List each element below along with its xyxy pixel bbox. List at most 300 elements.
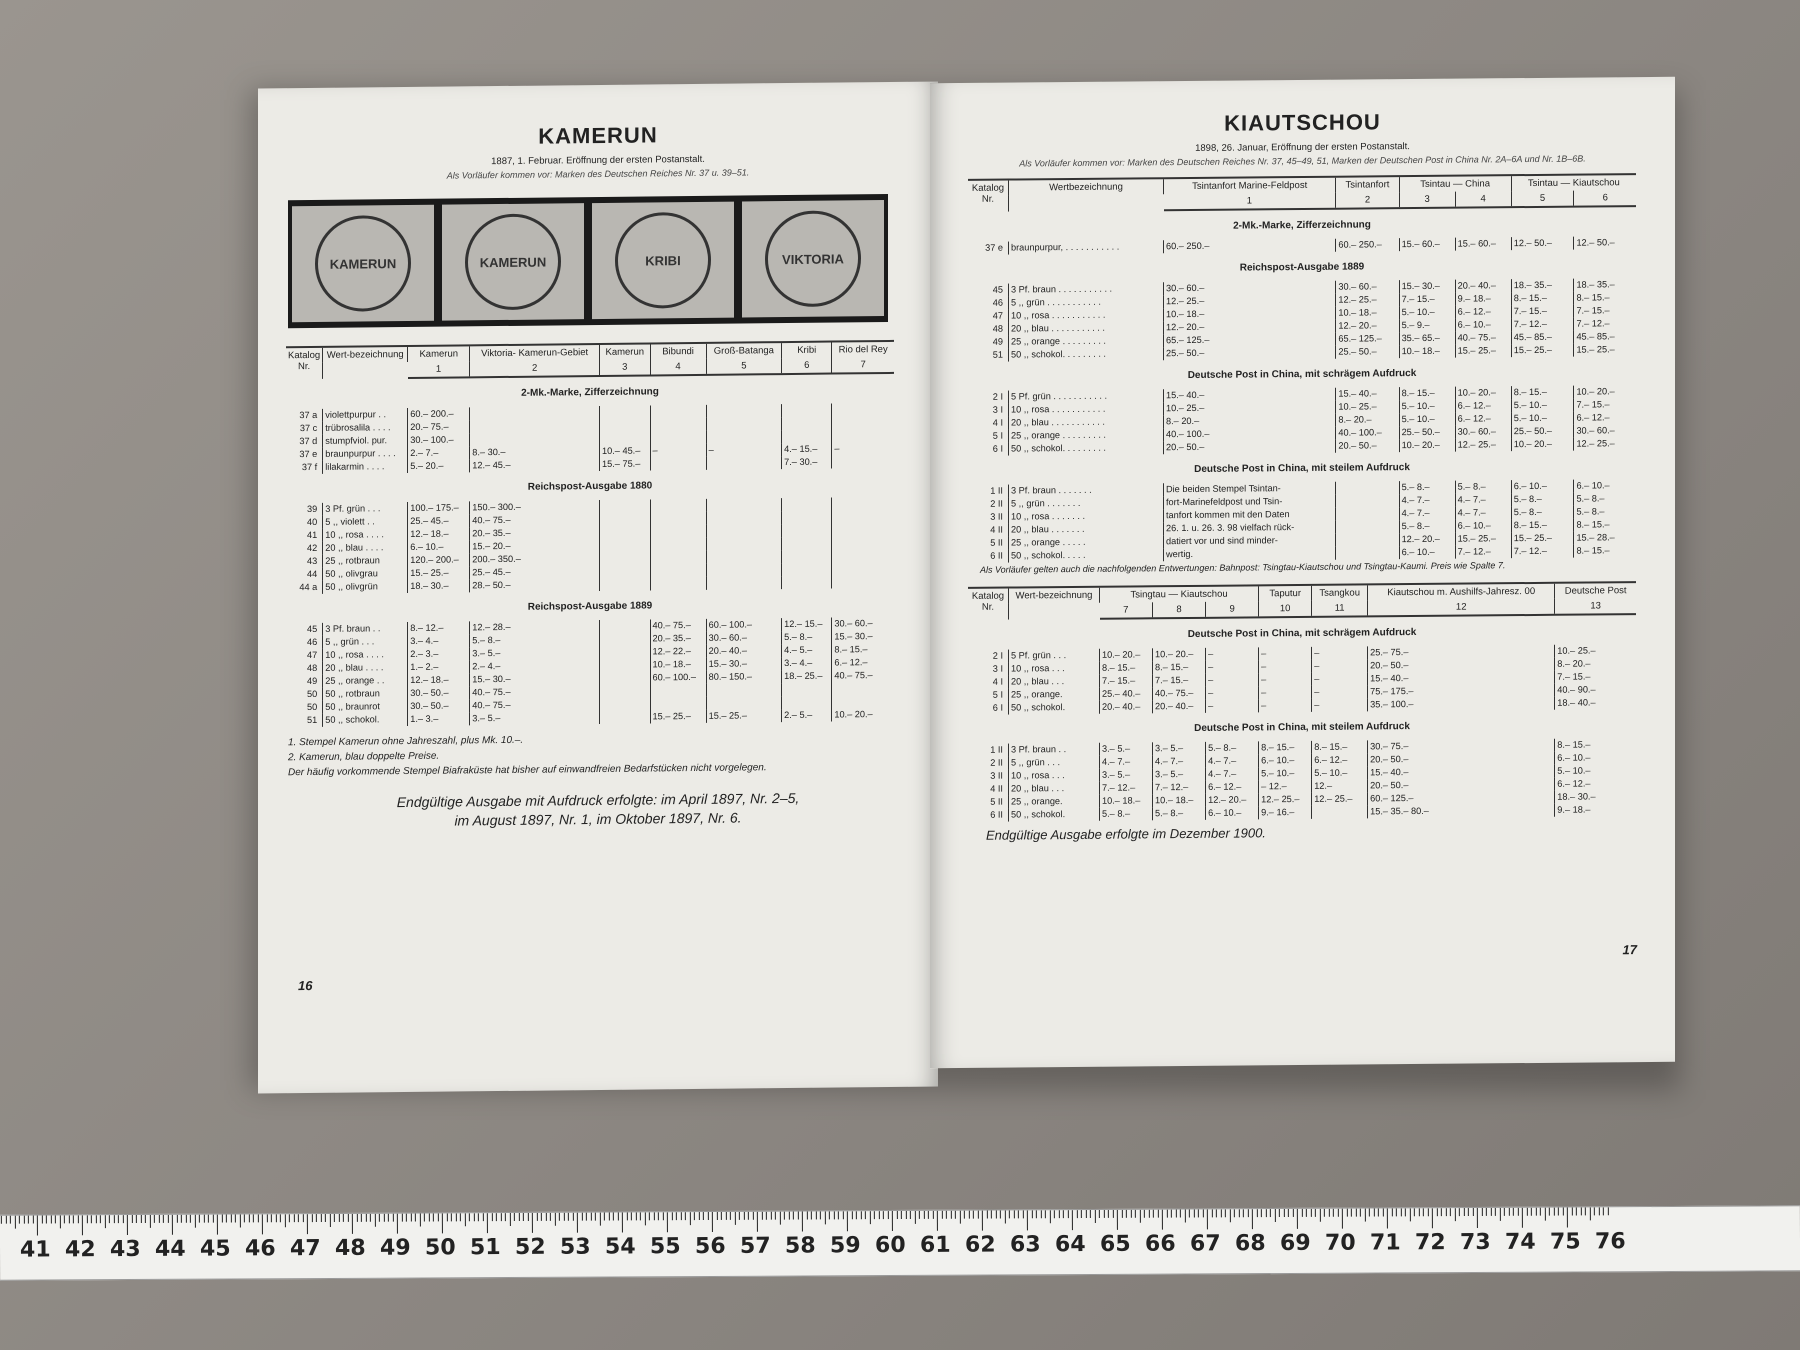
price-cell	[782, 498, 832, 512]
tape-tick	[1432, 1208, 1433, 1228]
postmark: KRIBI	[615, 212, 711, 309]
price-cell: 12.– 28.–	[470, 620, 600, 634]
price-cell: 40.– 75.–	[470, 513, 600, 527]
col-header: Wert-bezeichnung	[323, 346, 408, 379]
tape-number: 69	[1279, 1230, 1311, 1257]
tape-tick	[1108, 1210, 1109, 1218]
tape-tick	[680, 1212, 681, 1220]
price-cell: 4.– 7.–	[1455, 506, 1511, 519]
stamp-image	[592, 202, 734, 319]
tape-tick	[460, 1213, 461, 1221]
price-cell	[706, 683, 782, 697]
tape-tick	[509, 1213, 510, 1226]
price-cell: 10.– 18.–	[1399, 345, 1455, 358]
price-cell: 8.– 15.–	[1511, 292, 1574, 306]
price-cell: –	[1312, 685, 1368, 698]
price-cell: 20.– 50.–	[1368, 658, 1555, 673]
price-cell: 15.– 40.–	[1164, 388, 1336, 403]
price-cell: 4.– 7.–	[1455, 493, 1511, 506]
price-cell: 35.– 65.–	[1399, 332, 1455, 345]
value-designation: 20 ,, blau . . . . . . . . . . .	[1009, 415, 1164, 429]
catalog-number: 3 II	[990, 770, 1003, 781]
tape-number: 56	[694, 1233, 726, 1260]
price-cell	[650, 538, 706, 552]
value-designation: 25 ,, orange . . . . . . . . .	[1009, 334, 1164, 348]
price-cell: 40.– 75.–	[1455, 331, 1511, 344]
price-cell: –	[1312, 698, 1368, 711]
tape-tick	[1112, 1210, 1113, 1218]
price-cell: Die beiden Stempel Tsintan-	[1164, 482, 1336, 497]
tape-tick	[5, 1216, 6, 1224]
price-cell	[600, 405, 650, 419]
catalog-number: 46	[307, 636, 318, 648]
tape-tick	[1603, 1207, 1604, 1215]
tape-tick	[703, 1212, 704, 1220]
tape-tick	[446, 1213, 447, 1221]
price-cell: 6.– 10.–	[1511, 480, 1574, 494]
tape-tick	[131, 1215, 132, 1223]
price-cell: 10.– 25.–	[1164, 401, 1336, 416]
tape-tick	[1414, 1208, 1415, 1216]
price-cell	[650, 525, 706, 539]
price-cell: 6.– 10.–	[1455, 519, 1511, 532]
tape-tick	[370, 1214, 371, 1222]
price-cell: 15.– 60.–	[1399, 238, 1455, 251]
tape-tick	[491, 1213, 492, 1221]
tape-tick	[253, 1214, 254, 1222]
tape-tick	[275, 1214, 276, 1222]
price-cell: 10.– 18.–	[1164, 307, 1336, 322]
price-table-kiautschou-2	[968, 581, 1636, 822]
tape-tick	[217, 1215, 218, 1235]
price-cell: 4.– 7.–	[1206, 767, 1259, 780]
tape-tick	[334, 1214, 335, 1222]
price-cell: 1.– 3.–	[408, 712, 470, 726]
tape-tick	[1360, 1209, 1361, 1217]
price-cell	[832, 403, 894, 417]
footnote: 1. Stempel Kamerun ohne Jahreszahl, plus Mk. 10.–.	[288, 734, 524, 749]
tape-tick	[1031, 1210, 1032, 1218]
col-header: Viktoria- Kamerun-Gebiet	[470, 344, 600, 361]
tape-tick	[878, 1211, 879, 1219]
price-cell: tanfort kommen mit den Daten	[1164, 508, 1336, 523]
tape-tick	[1027, 1210, 1028, 1230]
price-cell: 40.– 75.–	[1153, 687, 1206, 700]
stamp-image	[442, 203, 584, 320]
tape-tick	[1441, 1208, 1442, 1216]
price-cell: 4.– 7.–	[1100, 755, 1153, 768]
price-cell: 15.– 25.–	[1511, 344, 1574, 358]
tape-tick	[352, 1214, 353, 1234]
price-cell	[1336, 507, 1399, 521]
catalog-number: 1 II	[990, 744, 1003, 755]
tape-tick	[235, 1214, 236, 1222]
tape-tick	[1594, 1207, 1595, 1215]
tape-tick	[46, 1215, 47, 1223]
price-cell: 12.– 50.–	[1511, 237, 1574, 251]
tape-tick	[1094, 1210, 1095, 1223]
table-body	[968, 614, 1636, 822]
tape-tick	[1315, 1209, 1316, 1217]
tape-tick	[1481, 1208, 1482, 1216]
tape-tick	[851, 1211, 852, 1219]
price-cell: 6.– 10.–	[1259, 754, 1312, 767]
price-cell: datiert vor und sind minder-	[1164, 534, 1336, 549]
tape-tick	[145, 1215, 146, 1223]
price-cell: 12.– 20.–	[1206, 793, 1259, 806]
tape-tick	[1423, 1208, 1424, 1216]
value-designation: 20 ,, blau . . . .	[323, 661, 408, 675]
col-number: 5	[1511, 191, 1574, 208]
price-cell: 8.– 15.–	[1511, 386, 1574, 400]
precursor-note: Als Vorläufer kommen vor: Marken des Deutschen Reiches Nr. 37, 45–49, 51, Marken der Deutschen Post in China Nr. 2A–6A und Nr. 1B–6B.	[1019, 153, 1586, 169]
price-cell: 10.– 18.–	[1336, 306, 1399, 320]
tape-tick	[847, 1211, 848, 1231]
price-cell: 12.– 18.–	[408, 527, 470, 541]
price-cell: 6.– 10.–	[408, 540, 470, 554]
tape-tick	[653, 1212, 654, 1220]
tape-tick	[757, 1212, 758, 1232]
price-cell: 8.– 15.–	[1574, 518, 1636, 532]
value-designation: 20 ,, blau . . .	[1009, 782, 1100, 796]
price-cell: 15.– 20.–	[470, 539, 600, 553]
tape-tick	[572, 1213, 573, 1221]
col-number: 2	[470, 360, 600, 377]
price-cell: 20.– 40.–	[1100, 700, 1153, 713]
page-subtitle: 1898, 26. Januar, Eröffnung der ersten Postanstalt.	[1195, 141, 1410, 154]
tape-tick	[545, 1213, 546, 1221]
price-cell: 20.– 50.–	[1368, 778, 1555, 793]
price-cell: 12.– 25.–	[1259, 793, 1312, 806]
tape-tick	[946, 1211, 947, 1219]
tape-tick	[122, 1215, 123, 1223]
price-cell: 10.– 20.–	[1153, 648, 1206, 661]
value-designation: 50 ,, schokol. . . . . . . . .	[1009, 347, 1164, 361]
tape-tick	[95, 1215, 96, 1223]
price-cell: 60.– 125.–	[1368, 791, 1555, 806]
tape-tick	[1063, 1210, 1064, 1218]
value-designation: violettpurpur . .	[323, 408, 408, 422]
tape-tick	[343, 1214, 344, 1222]
price-cell: 20.– 40.–	[1455, 279, 1511, 292]
tape-tick	[1522, 1208, 1523, 1228]
tape-tick	[500, 1213, 501, 1221]
value-designation: 25 ,, orange . .	[323, 674, 408, 688]
tape-number: 70	[1324, 1230, 1356, 1256]
value-designation: 5 ,, grün . . .	[323, 635, 408, 649]
price-cell: 75.– 175.–	[1368, 684, 1555, 699]
price-cell: 45.– 85.–	[1511, 331, 1574, 345]
tape-tick	[1409, 1208, 1410, 1221]
tape-tick	[586, 1213, 587, 1221]
tape-tick	[464, 1213, 465, 1226]
tape-tick	[1567, 1208, 1568, 1228]
price-cell: 12.– 20.–	[1336, 319, 1399, 333]
price-cell: 8.– 12.–	[408, 621, 470, 635]
tape-tick	[739, 1212, 740, 1220]
price-cell: 28.– 50.–	[470, 578, 600, 592]
tape-number: 51	[469, 1235, 501, 1261]
col-header: Tsintanfort Marine-Feldpost	[1164, 177, 1336, 195]
tape-tick	[1337, 1209, 1338, 1217]
value-designation: 50 ,, olivgrau	[323, 567, 408, 581]
price-cell: 20.– 50.–	[1164, 440, 1336, 455]
price-cell: 6.– 12.–	[1206, 780, 1259, 793]
price-cell: 30.– 60.–	[1336, 280, 1399, 294]
catalog-number: 49	[992, 336, 1003, 347]
tape-tick	[1040, 1210, 1041, 1218]
tape-tick	[577, 1213, 578, 1233]
tape-tick	[1045, 1210, 1046, 1218]
catalog-number: 5 I	[992, 430, 1003, 441]
tape-tick	[995, 1210, 996, 1218]
value-designation: 25 ,, orange . . . . .	[1009, 535, 1164, 549]
price-cell: 18.– 30.–	[408, 579, 470, 593]
price-cell: 5.– 10.–	[1312, 766, 1368, 779]
catalog-number: 2 II	[990, 498, 1003, 509]
tape-tick	[1117, 1210, 1118, 1230]
tape-tick	[1436, 1208, 1437, 1216]
tape-number: 73	[1459, 1229, 1491, 1256]
price-cell: 30.– 60.–	[1164, 281, 1336, 296]
tape-tick	[356, 1214, 357, 1222]
tape-tick	[1418, 1208, 1419, 1216]
price-cell	[832, 429, 894, 443]
postmark: VIKTORIA	[765, 210, 861, 307]
tape-tick	[1090, 1210, 1091, 1218]
price-cell	[600, 577, 650, 591]
price-cell: 8.– 15.–	[1574, 291, 1636, 305]
tape-tick	[1351, 1209, 1352, 1217]
col-header: Kiautschou m. Aushilfs-Jahresz. 00	[1368, 583, 1555, 601]
price-cell: 25.– 45.–	[408, 514, 470, 528]
price-cell: 15.– 25.–	[650, 710, 706, 724]
catalog-number: 1 II	[990, 485, 1003, 496]
tape-tick	[10, 1216, 11, 1224]
tape-tick	[635, 1212, 636, 1220]
price-cell	[600, 551, 650, 565]
tape-tick	[1589, 1207, 1590, 1220]
price-cell: 80.– 150.–	[706, 670, 782, 684]
tape-number: 75	[1549, 1229, 1581, 1255]
price-cell: 20.– 40.–	[706, 644, 782, 658]
tape-tick	[1355, 1209, 1356, 1217]
col-header: Tsintau — Kiautschou	[1511, 174, 1636, 191]
tape-tick	[874, 1211, 875, 1219]
tape-tick	[923, 1211, 924, 1219]
tape-tick	[338, 1214, 339, 1222]
left-page	[258, 81, 938, 1093]
price-cell	[706, 696, 782, 710]
tape-tick	[905, 1211, 906, 1219]
price-cell: 10.– 45.–	[600, 444, 650, 458]
price-cell: 8.– 30.–	[470, 445, 600, 459]
tape-tick	[631, 1212, 632, 1220]
footnote: 2. Kamerun, blau doppelte Preise.	[288, 750, 440, 764]
tape-tick	[595, 1213, 596, 1221]
price-cell: 30.– 60.–	[706, 631, 782, 645]
catalog-number: 51	[307, 714, 318, 726]
value-designation: 3 Pf. braun . .	[1009, 743, 1100, 757]
price-cell: –	[706, 443, 782, 457]
price-cell: 5.– 10.–	[1555, 764, 1636, 778]
tape-tick	[82, 1215, 83, 1235]
tape-number: 61	[919, 1232, 951, 1258]
tape-tick	[694, 1212, 695, 1220]
tape-tick	[1072, 1210, 1073, 1230]
tape-tick	[473, 1213, 474, 1221]
price-cell: 5.– 20.–	[408, 459, 470, 473]
value-designation: 20 ,, blau . . . .	[323, 541, 408, 555]
tape-tick	[1346, 1209, 1347, 1217]
catalog-number: 39	[307, 503, 318, 515]
tape-tick	[1400, 1208, 1401, 1216]
price-cell: 5.– 8.–	[782, 631, 832, 645]
tape-tick	[766, 1212, 767, 1220]
tape-tick	[1540, 1208, 1541, 1216]
tape-tick	[685, 1212, 686, 1220]
tape-tick	[1135, 1210, 1136, 1218]
final-issue-note	[258, 787, 938, 832]
tape-tick	[68, 1215, 69, 1223]
tape-tick	[1198, 1209, 1199, 1217]
tape-tick	[1378, 1208, 1379, 1216]
tape-number: 71	[1369, 1230, 1401, 1256]
price-cell: 20.– 50.–	[1368, 752, 1555, 767]
price-cell: 2.– 4.–	[470, 659, 600, 673]
value-designation: 25 ,, orange.	[1009, 795, 1100, 809]
price-cell: 7.– 15.–	[1574, 304, 1636, 318]
price-cell: 60.– 100.–	[650, 671, 706, 685]
price-cell: 10.– 18.–	[1100, 794, 1153, 807]
price-cell: 10.– 18.–	[650, 658, 706, 672]
catalog-number: 49	[307, 675, 318, 687]
tape-tick	[712, 1212, 713, 1232]
price-cell: 15.– 25.–	[1455, 532, 1511, 545]
tape-tick	[1445, 1208, 1446, 1216]
tape-tick	[1472, 1208, 1473, 1216]
tape-tick	[1598, 1207, 1599, 1215]
footnote: Der häufig vorkommende Stempel Biafraküste hat bisher auf einwandfreien Bedarfstücken nicht vorgelegen.	[288, 762, 767, 779]
footnotes	[288, 729, 908, 780]
price-cell	[650, 697, 706, 711]
col-header: Katalog Nr.	[968, 588, 1009, 620]
price-cell: 8.– 20.–	[1555, 657, 1636, 671]
tape-tick	[1580, 1207, 1581, 1215]
tape-number: 54	[604, 1234, 636, 1260]
stamp-photo-strip	[288, 194, 888, 328]
price-cell: 5.– 10.–	[1511, 412, 1574, 426]
price-cell	[600, 710, 650, 724]
tape-tick	[640, 1212, 641, 1220]
tape-tick	[626, 1212, 627, 1220]
price-cell: 15.– 30.–	[1399, 280, 1455, 293]
price-cell: 3.– 5.–	[1100, 742, 1153, 755]
tape-tick	[59, 1215, 60, 1228]
price-cell	[600, 538, 650, 552]
price-cell	[600, 431, 650, 445]
tape-tick	[1243, 1209, 1244, 1217]
catalog-number: 47	[307, 649, 318, 661]
tape-tick	[1576, 1207, 1577, 1215]
tape-tick	[1153, 1210, 1154, 1218]
col-number: 2	[1336, 192, 1399, 209]
price-cell: 65.– 125.–	[1164, 333, 1336, 348]
tape-tick	[1067, 1210, 1068, 1218]
catalog-number: 42	[307, 542, 318, 554]
tape-tick	[113, 1215, 114, 1223]
tape-tick	[941, 1211, 942, 1219]
tape-tick	[298, 1214, 299, 1222]
catalog-number: 48	[307, 662, 318, 674]
price-cell: –	[1259, 647, 1312, 660]
tape-tick	[1531, 1208, 1532, 1216]
price-cell: 7.– 15.–	[1153, 674, 1206, 687]
tape-tick	[932, 1211, 933, 1219]
price-cell: 4.– 7.–	[1399, 494, 1455, 507]
tape-tick	[1490, 1208, 1491, 1216]
price-cell: –	[1206, 686, 1259, 699]
tape-tick	[536, 1213, 537, 1221]
price-cell: 25.– 50.–	[1164, 346, 1336, 361]
tape-tick	[73, 1215, 74, 1223]
price-cell	[650, 405, 706, 419]
tape-tick	[937, 1211, 938, 1231]
tape-tick	[856, 1211, 857, 1219]
price-cell: 7.– 12.–	[1455, 545, 1511, 558]
tape-tick	[959, 1211, 960, 1224]
price-cell	[600, 564, 650, 578]
tape-number: 48	[334, 1235, 366, 1261]
col-header: Tsintau — China	[1399, 175, 1511, 192]
price-cell	[706, 404, 782, 418]
price-cell	[832, 416, 894, 430]
price-cell: 15.– 25.–	[1511, 532, 1574, 546]
price-cell: –	[1259, 660, 1312, 673]
catalog-number: 40	[307, 516, 318, 528]
price-cell: 12.– 22.–	[650, 645, 706, 659]
final-note-line: im August 1897, Nr. 1, im Oktober 1897, Nr. 6.	[454, 809, 742, 829]
tape-tick	[820, 1211, 821, 1219]
price-cell	[832, 695, 894, 709]
tape-tick	[401, 1214, 402, 1222]
value-designation: 20 ,, blau . . . . . . . . . . .	[1009, 321, 1164, 335]
price-cell	[650, 431, 706, 445]
tape-tick	[1171, 1210, 1172, 1218]
tape-tick	[1369, 1209, 1370, 1217]
tape-tick	[1085, 1210, 1086, 1218]
value-designation: 50 ,, schokol. . . . . . . . .	[1009, 441, 1164, 455]
catalog-number: 51	[992, 349, 1003, 360]
tape-tick	[1459, 1208, 1460, 1216]
tape-tick	[964, 1211, 965, 1219]
price-cell: 25.– 50.–	[1399, 426, 1455, 439]
col-number: 7	[1100, 602, 1153, 618]
tape-tick	[424, 1213, 425, 1221]
price-table-kiautschou-1	[968, 173, 1636, 563]
tape-tick	[1049, 1210, 1050, 1223]
price-cell: 6.– 12.–	[1555, 777, 1636, 791]
value-designation: 25 ,, orange . . . . . . . . .	[1009, 428, 1164, 442]
price-cell: 15.– 30.–	[706, 657, 782, 671]
tape-tick	[361, 1214, 362, 1222]
tape-tick	[1009, 1210, 1010, 1218]
price-cell: 8.– 15.–	[1100, 661, 1153, 674]
table-body	[968, 206, 1636, 563]
tape-number: 64	[1054, 1232, 1086, 1258]
value-designation: 3 Pf. braun . . . . . . . . . . .	[1009, 282, 1164, 296]
tape-tick	[199, 1215, 200, 1223]
